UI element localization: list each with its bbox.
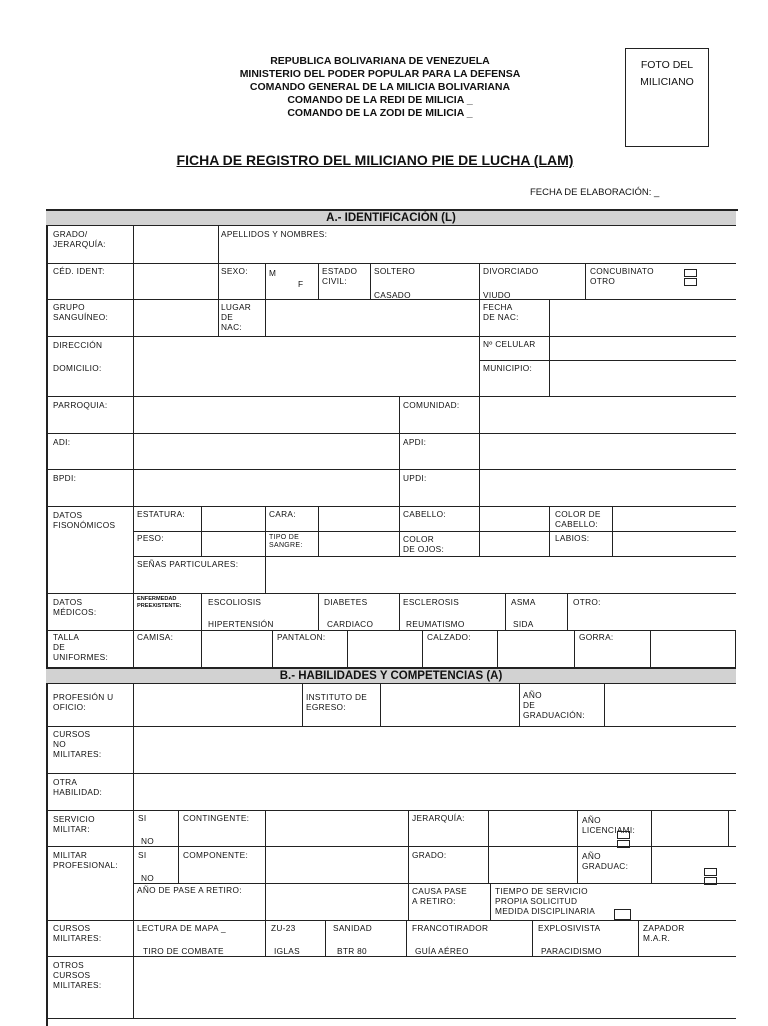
option-tiro-combate[interactable]: TIRO DE COMBATE [143,946,224,956]
label-gorra: GORRA: [579,632,614,642]
header-line-1: REPUBLICA BOLIVARIANA DE VENEZUELA [270,55,490,67]
label-color-ojos: COLOR DE OJOS: [403,534,445,554]
label-tiempo-servicio: TIEMPO DE SERVICIO PROPIA SOLICITUD MEDIDA DISCIPLINARIA [495,886,596,916]
header-line-4: COMANDO DE LA REDI DE MILICIA _ [287,94,473,106]
header-line-3: COMANDO GENERAL DE LA MILICIA BOLIVARIANA [249,81,511,93]
form-frame [46,209,738,1026]
label-militar-profesional: MILITAR PROFESIONAL: [53,850,118,870]
label-cursos-militares: CURSOS MILITARES: [53,923,102,943]
checkbox-licenciamiento-a[interactable] [617,831,630,839]
label-grado: GRADO/ JERARQUÍA: [53,229,106,249]
label-adi: ADI: [53,437,71,447]
institution-header [200,55,560,120]
label-direccion: DIRECCIÓN [53,340,103,350]
label-cara: CARA: [269,509,296,519]
label-servicio-militar: SERVICIO MILITAR: [53,814,95,834]
label-cursos-no-militares: CURSOS NO MILITARES: [53,729,102,759]
label-otra-habilidad: OTRA HABILIDAD: [53,777,103,797]
option-esclerosis[interactable]: ESCLEROSIS [403,597,460,607]
option-viudo[interactable]: VIUDO [483,290,511,300]
label-pantalon: PANTALON: [277,632,326,642]
label-grupo-sanguineo: GRUPO SANGUÍNEO: [53,302,109,322]
label-datos-fisonomicos: DATOS FISONÓMICOS [53,510,116,530]
checkbox-graduac-b[interactable] [704,877,717,885]
option-militar-si[interactable]: SI [138,850,147,860]
label-profesion: PROFESIÓN U OFICIO: [53,692,114,712]
section-b-header: B.- HABILIDADES Y COMPETENCIAS (A) [46,667,736,684]
label-estado-civil: ESTADO CIVIL: [322,266,358,286]
checkbox-medida-disciplinaria[interactable] [614,909,631,920]
label-ano-graduacion: AÑO DE GRADUACIÓN: [523,690,585,720]
label-grado: GRADO: [412,850,447,860]
label-ano-pase-retiro: AÑO DE PASE A RETIRO: [137,885,242,895]
label-updi: UPDI: [403,473,427,483]
option-diabetes[interactable]: DIABETES [324,597,368,607]
option-casado[interactable]: CASADO [374,290,411,300]
label-comunidad: COMUNIDAD: [403,400,460,410]
label-apdi: APDI: [403,437,427,447]
option-hipertension[interactable]: HIPERTENSIÓN [208,619,274,629]
header-line-2: MINISTERIO DEL PODER POPULAR PARA LA DEFENSA [239,68,521,80]
header-line-5: COMANDO DE LA ZODI DE MILICIA _ [287,107,473,119]
option-guia-aereo[interactable]: GUÍA AÉREO [415,946,469,956]
label-bpdi: BPDI: [53,473,77,483]
option-sanidad[interactable]: SANIDAD [333,923,372,933]
label-domicilio: DOMICILIO: [53,363,102,373]
label-senas: SEÑAS PARTICULARES: [137,559,239,569]
checkbox-graduac-a[interactable] [704,868,717,876]
option-lectura-mapa[interactable]: LECTURA DE MAPA _ [137,923,226,933]
option-servicio-no[interactable]: NO [141,836,155,846]
label-jerarquia: JERARQUÍA: [412,813,465,823]
photo-label: FOTO DEL MILICIANO [640,59,694,88]
label-camisa: CAMISA: [137,632,174,642]
label-celular: Nº CELULAR [483,339,536,349]
label-peso: PESO: [137,533,164,543]
photo-box[interactable] [625,48,709,147]
option-servicio-si[interactable]: SI [138,813,147,823]
section-a-header: A.- IDENTIFICACIÓN (L) [46,209,736,226]
fecha-elaboracion: FECHA DE ELABORACIÓN: _ [530,187,660,198]
label-color-cabello: COLOR DE CABELLO: [555,509,601,529]
label-estatura: ESTATURA: [137,509,186,519]
label-tipo-sangre: TIPO DE SANGRE: [269,534,303,549]
label-parroquia: PARROQUIA: [53,400,108,410]
label-apellidos: APELLIDOS Y NOMBRES: [221,229,328,239]
label-datos-medicos: DATOS MÉDICOS: [53,597,97,617]
option-cardiaco[interactable]: CARDIACO [327,619,374,629]
label-componente: COMPONENTE: [183,850,249,860]
option-zu23[interactable]: ZU-23 [271,923,296,933]
option-asma[interactable]: ASMA [511,597,536,607]
checkbox-licenciamiento-b[interactable] [617,840,630,848]
option-divorciado[interactable]: DIVORCIADO [483,266,539,276]
option-soltero[interactable]: SOLTERO [374,266,416,276]
option-concubinato-otro[interactable]: CONCUBINATO OTRO [590,266,654,286]
label-causa-pase: CAUSA PASE A RETIRO: [412,886,467,906]
label-contingente: CONTINGENTE: [183,813,250,823]
option-f[interactable]: F [298,279,304,289]
label-municipio: MUNICIPIO: [483,363,533,373]
option-reumatismo[interactable]: REUMATISMO [406,619,465,629]
label-labios: LABIOS: [555,533,590,543]
option-m[interactable]: M [269,268,277,278]
checkbox-otro[interactable] [684,278,697,286]
label-sexo: SEXO: [221,266,248,276]
option-militar-no[interactable]: NO [141,873,155,883]
label-talla: TALLA DE UNIFORMES: [53,632,109,662]
checkbox-concubinato[interactable] [684,269,697,277]
label-otro-medico: OTRO: [573,597,601,607]
label-ano-graduac: AÑO GRADUAC: [582,851,629,871]
option-explosivista[interactable]: EXPLOSIVISTA [538,923,601,933]
label-calzado: CALZADO: [427,632,471,642]
label-enfermedad: ENFERMEDAD PREEXISTENTE: [137,596,182,609]
option-paracidismo[interactable]: PARACIDISMO [541,946,602,956]
label-otros-cursos: OTROS CURSOS MILITARES: [53,960,102,990]
label-cabello: CABELLO: [403,509,446,519]
label-cedula: CÉD. IDENT: [53,266,105,276]
option-francotirador[interactable]: FRANCOTIRADOR [412,923,489,933]
option-iglas[interactable]: IGLAS [274,946,300,956]
form-title: FICHA DE REGISTRO DEL MILICIANO PIE DE LUCHA (LAM) [176,152,574,168]
label-lugar-nac: LUGAR DE NAC: [221,302,252,332]
option-escoliosis[interactable]: ESCOLIOSIS [208,597,262,607]
option-zapador[interactable]: ZAPADOR M.A.R. [643,923,685,943]
label-fecha-nac: FECHA DE NAC: [483,302,519,322]
label-ano-licenciamiento: AÑO LICENCIAMI: [582,815,636,835]
option-btr80[interactable]: BTR 80 [337,946,367,956]
label-instituto: INSTITUTO DE EGRESO: [306,692,368,712]
option-sida[interactable]: SIDA [513,619,534,629]
